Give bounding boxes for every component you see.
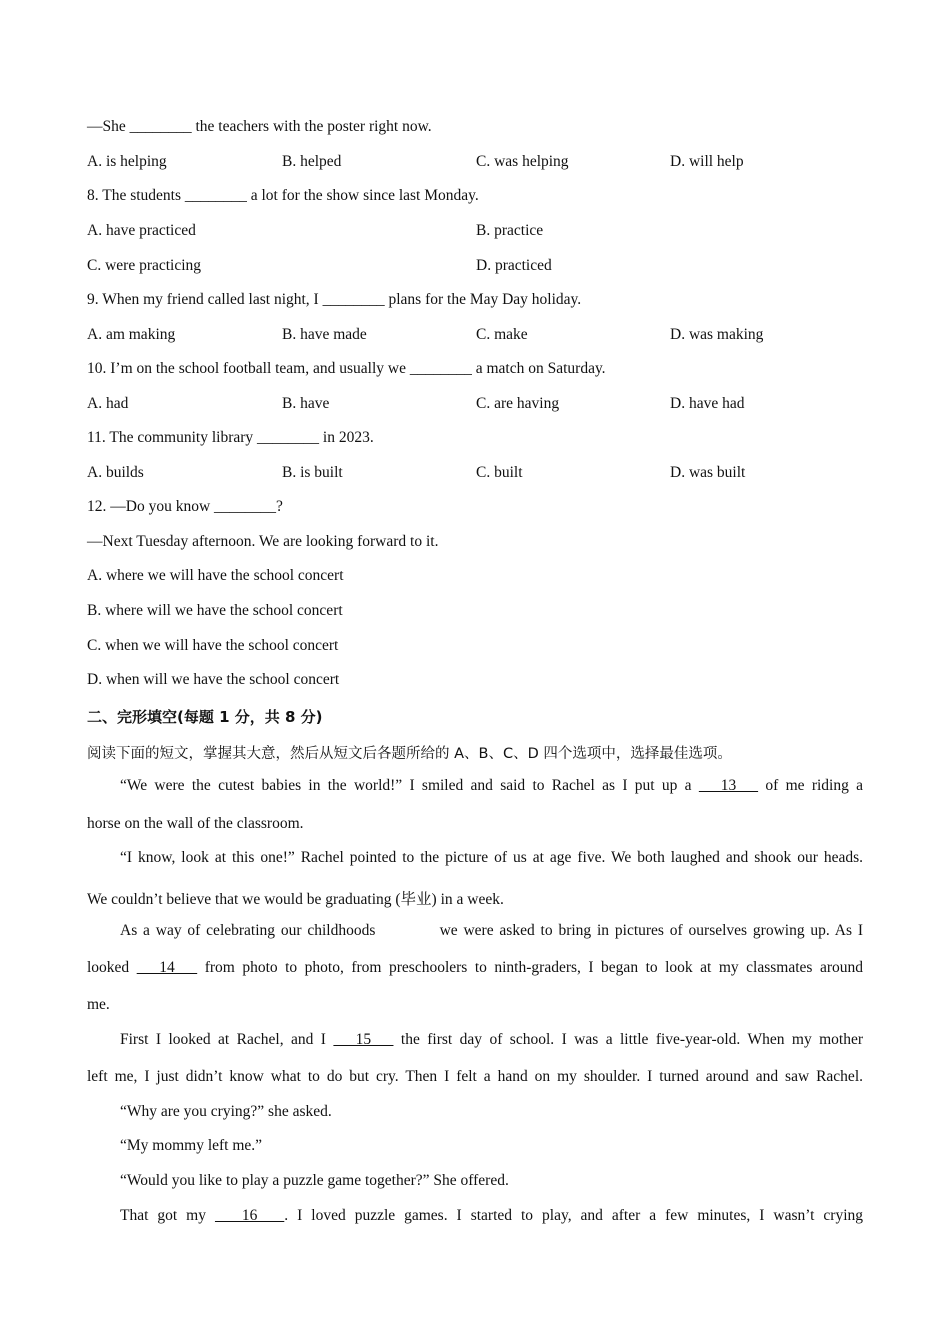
blank-15: 15 bbox=[333, 1031, 394, 1048]
passage-dialogue-3: “Would you like to play a puzzle game together?” She offered. bbox=[120, 1172, 509, 1189]
passage-text: As a way of celebrating our childhoods we were asked to bring in pictures of ourselves growing up. As I bbox=[120, 922, 863, 939]
q8-option-d: D. practiced bbox=[476, 257, 552, 274]
passage-line: horse on the wall of the classroom. bbox=[87, 815, 304, 832]
q11-option-a: A. builds bbox=[87, 464, 144, 481]
q10-option-c: C. are having bbox=[476, 395, 560, 412]
passage-text: from photo to photo, from preschoolers to ninth-graders, I began to look at my classmates around bbox=[204, 959, 863, 976]
q9-option-a: A. am making bbox=[87, 326, 176, 343]
q10-option-a: A. had bbox=[87, 395, 129, 412]
q8-option-c: C. were practicing bbox=[87, 257, 202, 274]
passage-paragraph-4 bbox=[87, 1031, 863, 1049]
passage-text: of me riding a bbox=[765, 777, 864, 794]
blank-13: 13 bbox=[698, 777, 759, 794]
q7-reply-line: —She ________ the teachers with the poster right now. bbox=[87, 118, 432, 135]
passage-line: me. bbox=[87, 996, 110, 1013]
passage-paragraph-1 bbox=[87, 777, 863, 795]
passage-dialogue-2: “My mommy left me.” bbox=[120, 1137, 263, 1154]
q12-option-d: D. when will we have the school concert bbox=[87, 671, 340, 688]
q11-option-d: D. was built bbox=[670, 464, 746, 481]
q10-option-d: D. have had bbox=[670, 395, 745, 412]
q7-option-b: B. helped bbox=[282, 153, 342, 170]
passage-text: That got my bbox=[120, 1207, 206, 1224]
q12-stem: 12. —Do you know ________? bbox=[87, 498, 283, 515]
passage-text: the first day of school. I was a little five-year-old. When my mother bbox=[400, 1031, 864, 1048]
q11-option-b: B. is built bbox=[282, 464, 343, 481]
q7-option-a: A. is helping bbox=[87, 153, 167, 170]
passage-text: “We were the cutest babies in the world!” I smiled and said to Rachel as I put up a bbox=[120, 777, 692, 794]
passage-paragraph-2 bbox=[87, 849, 863, 867]
q8-option-b: B. practice bbox=[476, 222, 544, 239]
passage-line bbox=[87, 1068, 863, 1086]
section-2-title: 二、完形填空(每题 1 分，共 8 分) bbox=[87, 708, 323, 726]
q8-option-a: A. have practiced bbox=[87, 222, 196, 239]
passage-text: left me, I just didn’t know what to do but cry. Then I felt a hand on my shoulder. I turned around and saw Rachel. bbox=[87, 1068, 863, 1085]
passage-line bbox=[87, 959, 863, 977]
q8-stem: 8. The students ________ a lot for the show since last Monday. bbox=[87, 187, 479, 204]
blank-14: 14 bbox=[136, 959, 198, 976]
passage-paragraph-8 bbox=[87, 1207, 863, 1225]
q12-option-c: C. when we will have the school concert bbox=[87, 637, 339, 654]
q12-reply: —Next Tuesday afternoon. We are looking forward to it. bbox=[87, 533, 439, 550]
passage-text: looked bbox=[87, 959, 130, 976]
q9-option-c: C. make bbox=[476, 326, 528, 343]
passage-text: . I loved puzzle games. I started to play, and after a few minutes, I wasn’t crying bbox=[284, 1207, 863, 1224]
section-2-instruction: 阅读下面的短文，掌握其大意，然后从短文后各题所给的 A、B、C、D 四个选项中，选择最佳选项。 bbox=[87, 746, 732, 762]
blank-16: 16 bbox=[214, 1207, 285, 1224]
q12-option-a: A. where we will have the school concert bbox=[87, 567, 344, 584]
q11-option-c: C. built bbox=[476, 464, 523, 481]
q10-option-b: B. have bbox=[282, 395, 330, 412]
passage-text: First I looked at Rachel, and I bbox=[120, 1031, 326, 1048]
q9-stem: 9. When my friend called last night, I ________ plans for the May Day holiday. bbox=[87, 291, 582, 308]
q9-option-b: B. have made bbox=[282, 326, 367, 343]
q10-stem: 10. I’m on the school football team, and usually we ________ a match on Saturday. bbox=[87, 360, 606, 377]
passage-text: “I know, look at this one!” Rachel pointed to the picture of us at age five. We both laughed and shook our heads. bbox=[120, 849, 863, 866]
q9-option-d: D. was making bbox=[670, 326, 764, 343]
passage-paragraph-3 bbox=[87, 922, 863, 940]
q11-stem: 11. The community library ________ in 2023. bbox=[87, 429, 374, 446]
q12-option-b: B. where will we have the school concert bbox=[87, 602, 343, 619]
q7-option-c: C. was helping bbox=[476, 153, 569, 170]
passage-dialogue-1: “Why are you crying?” she asked. bbox=[120, 1103, 332, 1120]
q7-option-d: D. will help bbox=[670, 153, 744, 170]
passage-line: We couldn’t believe that we would be graduating (毕业) in a week. bbox=[87, 891, 504, 908]
